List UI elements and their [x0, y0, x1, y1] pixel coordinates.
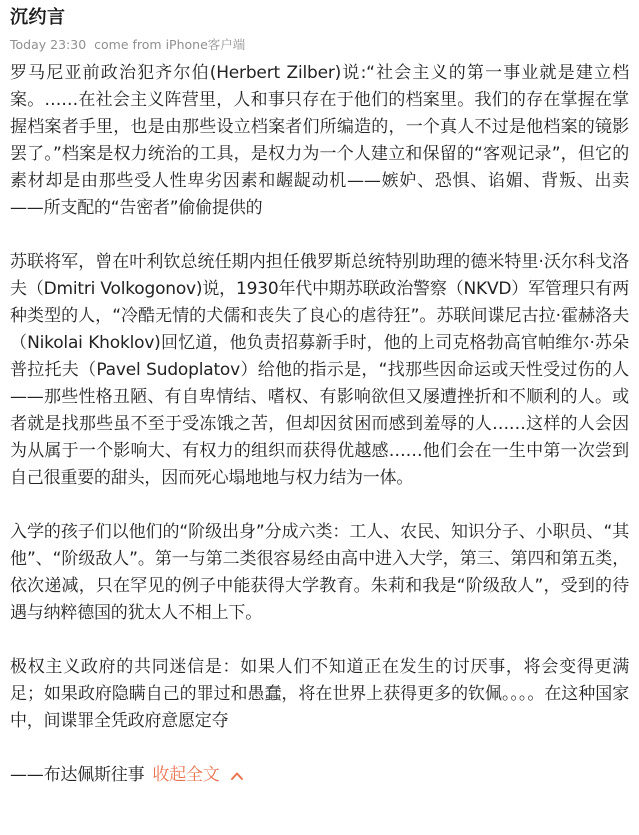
post-meta [10, 36, 629, 58]
chevron-up-icon [230, 769, 244, 783]
paragraph: 极权主义政府的共同迷信是：如果人们不知道正在发生的讨厌事，将会变得更满足；如果政府隐瞒自己的罪过和愚蠢，将在世界上获得更多的钦佩。。。。在这种国家中，间谍罪全凭政府意愿定夺 [10, 657, 629, 731]
attribution: ——布达佩斯往事 [10, 765, 145, 785]
post-footer [10, 762, 629, 789]
paragraph: 苏联将军，曾在叶利钦总统任期内担任俄罗斯总统特别助理的德米特里·沃尔科戈洛夫（Dmitri Volkogonov)说，1930年代中期苏联政治警察（NKVD）军管理只有两种类型的人，“冷酷无情的犬儒和丧失了良心的虐待狂”。苏联间谍尼古拉·霍赫洛夫（Nikolai Khoklov)回忆道，他负责招募新手时，他的上司克格勃高官帕维尔·苏朵普拉托夫（Pavel Sudoplatov）给他的指示是，“找那些因命运或天性受过伤的人——那些性格丑陋、有自卑情结、嗜权、有影响欲但又屡遭挫折和不顺利的人。或者就是找那些虽不至于受冻饿之苦，但却因贫困而感到羞辱的人……这样的人会因为从属于一个影响大、有权力的组织而获得优越感……他们会在一生中第一次尝到自己很重要的甜头，因而死心塌地地与权力结为一体。 [10, 252, 629, 488]
collapse-label: 收起全文 [152, 765, 220, 785]
paragraph: 罗马尼亚前政治犯齐尔伯(Herbert Zilber)说:“社会主义的第一事业就是建立档案。……在社会主义阵营里，人和事只存在于他们的档案里。我们的存在掌握在掌握档案者手里，也是由那些设立档案者们所编造的，一个真人不过是他档案的镜影罢了。”档案是权力统治的工具，是权力为一个人建立和保留的“客观记录”，但它的素材却是由那些受人性卑劣因素和龌龊动机——嫉妒、恐惧、谄媚、背叛、出卖——所支配的“告密者”偷偷提供的 [10, 63, 629, 218]
post-time: Today 23:30 [10, 37, 87, 52]
collapse-button[interactable] [152, 762, 243, 789]
post-source: come from iPhone客户端 [94, 37, 246, 52]
author-name[interactable]: 沉约言 [10, 7, 66, 28]
paragraph: 入学的孩子们以他们的“阶级出身”分成六类：工人、农民、知识分子、小职员、“其他”、“阶级敌人”。第一与第二类很容易经由高中进入大学，第三、第四和第五类，依次递减，只在罕见的例子中能获得大学教育。朱莉和我是“阶级敌人”，受到的待遇与纳粹德国的犹太人不相上下。 [10, 522, 629, 623]
post-body [10, 60, 629, 735]
